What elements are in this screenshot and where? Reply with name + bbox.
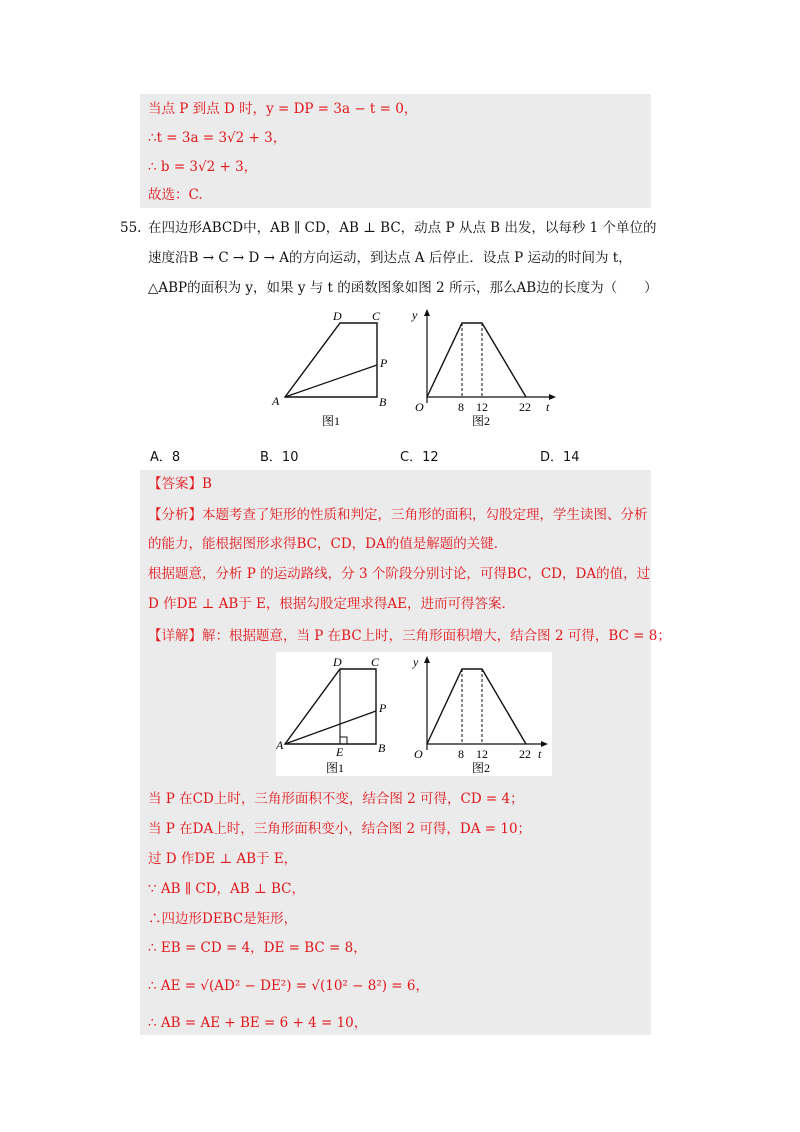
t-arrow-2 xyxy=(541,741,548,747)
choice-b-value: 10 xyxy=(281,450,299,465)
fig1-caption: 图1 xyxy=(322,414,341,428)
choice-c-letter: C． xyxy=(400,450,423,465)
fig2-caption: 图2 xyxy=(472,414,491,428)
label-t: t xyxy=(546,400,550,414)
detail-line-7: ∴ EB = CD = 4，DE = BC = 8， xyxy=(148,940,367,956)
label-b-2: B xyxy=(378,741,386,755)
tick-8-2: 8 xyxy=(458,747,464,761)
label-p-2: P xyxy=(379,701,387,715)
y-arrow xyxy=(424,309,430,316)
label-y-2: y xyxy=(413,655,419,669)
trapezoid-abcd-2 xyxy=(285,669,376,744)
detail-line-4: 过 D 作DE ⊥ AB于 E， xyxy=(148,851,298,867)
detail-line-2: 当 P 在CD上时，三角形面积不变，结合图 2 可得，CD = 4； xyxy=(148,791,524,807)
question-line-1: 在四边形ABCD中，AB ∥ CD，AB ⊥ BC，动点 P 从点 B 出发，以每秒 1 个单位的 xyxy=(148,220,657,236)
tick-22: 22 xyxy=(519,400,531,414)
choice-b-letter: B． xyxy=(260,450,282,465)
detail-line-8: ∴ AE = √(AD² − DE²) = √(10² − 8²) = 6， xyxy=(148,978,429,994)
label-b: B xyxy=(379,395,387,409)
choice-c-value: 12 xyxy=(422,450,439,465)
label-a-2: A xyxy=(276,738,284,752)
y-arrow-2 xyxy=(424,656,430,663)
choice-a-letter: A． xyxy=(150,450,172,465)
analysis-line-2: 的能力，能根据图形求得BC，CD，DA的值是解题的关键． xyxy=(148,536,508,552)
tick-12-2: 12 xyxy=(476,747,488,761)
analysis-line-3: 根据题意，分析 P 的运动路线，分 3 个阶段分别讨论，可得BC，CD，DA的值，过 xyxy=(148,566,651,582)
analysis-line-4: D 作DE ⊥ AB于 E，根据勾股定理求得AE，进而可得答案． xyxy=(148,596,515,612)
segment-ap-2 xyxy=(285,711,376,744)
label-o: O xyxy=(415,400,424,414)
solution-line-1: 当点 P 到点 D 时，y = DP = 3a − t = 0， xyxy=(148,101,418,117)
label-t-2: t xyxy=(538,747,542,761)
choice-b[interactable] xyxy=(260,446,298,465)
choice-d-value: 14 xyxy=(563,450,580,465)
choice-a[interactable] xyxy=(150,446,180,465)
choice-d-letter: D． xyxy=(540,450,564,465)
right-angle-mark xyxy=(340,737,347,744)
solution-line-2: ∴t = 3a = 3√2 + 3， xyxy=(148,130,287,146)
label-c: C xyxy=(372,309,381,323)
label-d-2: D xyxy=(333,655,342,669)
label-p: P xyxy=(380,356,388,370)
answer-tag: 【答案】B xyxy=(148,476,212,492)
question-number: 55. xyxy=(120,220,142,236)
trapezoid-abcd xyxy=(285,323,377,397)
figure-pair-question xyxy=(270,305,590,430)
solution-line-4: 故选：C. xyxy=(148,187,203,203)
graph-line xyxy=(427,323,526,397)
detail-line-3: 当 P 在DA上时，三角形面积变小，结合图 2 可得，DA = 10； xyxy=(148,821,532,837)
analysis-line-1: 【分析】本题考查了矩形的性质和判定，三角形的面积，勾股定理，学生读图、分析 xyxy=(148,507,648,523)
fig1-caption-2: 图1 xyxy=(326,761,345,775)
question-line-2: 速度沿B → C → D → A的方向运动，到达点 A 后停止．设点 P 运动的时间为 t， xyxy=(148,250,632,266)
tick-8: 8 xyxy=(458,400,464,414)
choice-a-value: 8 xyxy=(171,450,181,465)
label-a: A xyxy=(272,394,280,408)
tick-22-2: 22 xyxy=(519,747,531,761)
label-y: y xyxy=(412,308,418,322)
label-c-2: C xyxy=(371,655,380,669)
fig2-caption-2: 图2 xyxy=(472,761,491,775)
detail-line-9: ∴ AB = AE + BE = 6 + 4 = 10， xyxy=(148,1015,368,1031)
label-e: E xyxy=(336,745,344,759)
choice-d[interactable] xyxy=(540,446,580,465)
solution-line-3: ∴ b = 3√2 + 3， xyxy=(148,159,258,175)
detail-line-5: ∵ AB ∥ CD，AB ⊥ BC， xyxy=(148,881,305,897)
t-arrow xyxy=(549,394,556,400)
label-o-2: O xyxy=(414,747,423,761)
segment-ap xyxy=(285,365,377,397)
question-line-3: △ABP的面积为 y，如果 y 与 t 的函数图象如图 2 所示，那么AB边的长度为（ ） xyxy=(148,280,658,296)
detail-line-6: ∴四边形DEBC是矩形， xyxy=(148,911,298,927)
graph-line-2 xyxy=(427,669,526,744)
choice-c[interactable] xyxy=(400,446,439,465)
tick-12: 12 xyxy=(476,400,488,414)
detail-line-1: 【详解】解：根据题意，当 P 在BC上时，三角形面积增大，结合图 2 可得，BC = 8； xyxy=(148,628,671,644)
figure-pair-detail xyxy=(276,652,552,776)
label-d: D xyxy=(333,309,342,323)
